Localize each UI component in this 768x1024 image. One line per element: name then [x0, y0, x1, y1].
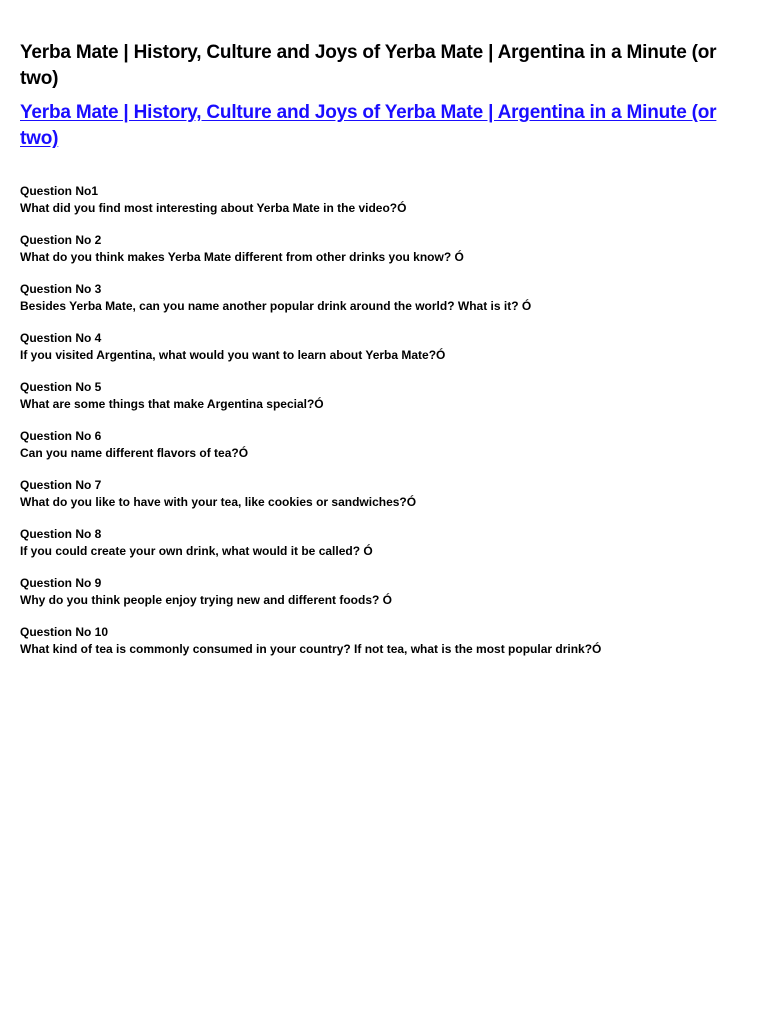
question-label: Question No 10 [20, 625, 109, 639]
question-item [20, 526, 748, 559]
question-item [20, 428, 748, 461]
question-item [20, 330, 748, 363]
question-label: Question No 3 [20, 282, 102, 296]
question-text: If you visited Argentina, what would you want to learn about Yerba Mate?Ó [20, 347, 446, 362]
question-text: What kind of tea is commonly consumed in your country? If not tea, what is the most popular drink?Ó [20, 641, 602, 656]
question-text: What do you like to have with your tea, like cookies or sandwiches?Ó [20, 494, 417, 509]
question-text: What are some things that make Argentina special?Ó [20, 396, 324, 411]
question-item [20, 624, 748, 657]
question-label: Question No1 [20, 184, 99, 198]
question-item [20, 281, 748, 314]
question-list [20, 183, 748, 657]
question-text: If you could create your own drink, what would it be called? Ó [20, 543, 373, 558]
question-text: Can you name different flavors of tea?Ó [20, 445, 249, 460]
question-item [20, 379, 748, 412]
question-text: What do you think makes Yerba Mate different from other drinks you know? Ó [20, 249, 464, 264]
question-label: Question No 2 [20, 233, 102, 247]
question-text: What did you find most interesting about Yerba Mate in the video?Ó [20, 200, 407, 215]
question-label: Question No 4 [20, 331, 102, 345]
question-item [20, 232, 748, 265]
question-label: Question No 6 [20, 429, 102, 443]
question-label: Question No 7 [20, 478, 102, 492]
video-link[interactable]: Yerba Mate | History, Culture and Joys of Yerba Mate | Argentina in a Minute (or two) [20, 102, 717, 149]
question-label: Question No 9 [20, 576, 102, 590]
question-item [20, 183, 748, 216]
question-text: Besides Yerba Mate, can you name another popular drink around the world? What is it? Ó [20, 298, 532, 313]
page-title: Yerba Mate | History, Culture and Joys of Yerba Mate | Argentina in a Minute (or two) [20, 42, 717, 89]
question-item [20, 575, 748, 608]
question-text: Why do you think people enjoy trying new and different foods? Ó [20, 592, 393, 607]
question-label: Question No 5 [20, 380, 102, 394]
question-label: Question No 8 [20, 527, 102, 541]
question-item [20, 477, 748, 510]
